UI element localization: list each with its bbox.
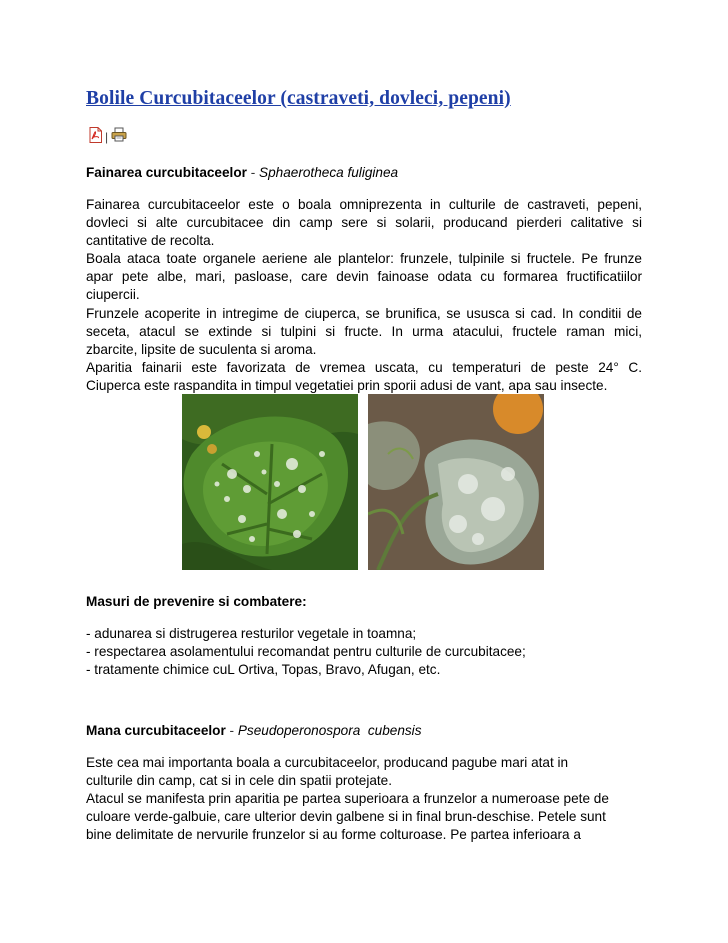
document-actions [89,128,127,146]
infected-leaf-photo [368,394,544,570]
paragraph-line: Boala ataca toate organele aeriene ale plantelor: frunzele, tulpinile si fructele. Pe frunze [86,251,642,267]
measures-heading [86,593,642,611]
disease-name: Mana curcubitaceelor [86,723,226,738]
paragraph-line: seceta, atacul se extinde si tulpini si fructe. In urma atacului, fructele raman mici, [86,323,642,339]
paragraph-line: bine delimitate de nervurile frunzelor si au forme colturoase. Pe partea inferioara a [86,827,581,843]
powdery-mildew-leaf-photo [182,394,358,570]
paragraph-line: Fainarea curcubitaceelor este o boala omniprezenta in culturile de castraveti, pepeni, [86,197,642,212]
paragraph-line: culturile din camp, cat si in cele din spatii protejate. [86,773,393,789]
printer-icon[interactable] [111,127,127,147]
section2-paragraph [86,754,642,844]
dash-separator: - [225,723,238,738]
section-heading-mana [86,722,642,740]
measures-list [86,625,642,679]
paragraph-line: Este cea mai importanta boala a curcubitaceelor, producand pagube mari atat in [86,755,569,770]
measures-title: Masuri de prevenire si combatere: [86,594,307,609]
section1-paragraph [86,196,642,395]
paragraph-line: culoare verde-galbuie, care ulterior devin galbene si in final brun-deschise. Petele sunt [86,809,606,825]
latin-name: Pseudoperonospora cubensis [237,723,422,738]
paragraph-line: Frunzele acoperite in intregime de ciuperca, se brunifica, se ususca si cad. In conditii de [86,305,642,321]
page-title[interactable]: Bolile Curcubitaceelor (castraveti, dovleci, pepeni) [86,88,511,109]
paragraph-line: apar pete albe, mari, pasloase, care devin fainoase odata cu formarea fructificatiilor [86,269,642,285]
disease-name: Fainarea curcubitaceelor [86,165,247,180]
paragraph-line: Ciuperca este raspandita in timpul vegetatiei prin sporii adusi de vant, apa sau insecte. [86,377,608,393]
latin-name: Sphaerotheca fuliginea [259,165,399,180]
list-item: - respectarea asolamentului recomandat pentru culturile de curcubitacee; [86,644,526,660]
paragraph-line: Atacul se manifesta prin aparitia pe partea superioara a frunzelor a numeroase pete de [86,791,609,807]
icon-separator: | [105,130,109,144]
list-item: - tratamente chimice cuL Ortiva, Topas, Bravo, Afugan, etc. [86,662,441,678]
section-heading-fainarea [86,164,642,182]
pdf-icon[interactable] [89,127,102,148]
paragraph-line: Aparitia fainarii este favorizata de vremea uscata, cu temperaturi de peste 24° C. [86,359,642,375]
paragraph-line: cantitative de recolta. [86,233,215,249]
paragraph-line: dovleci si alte curcubitacee din camp sere si solarii, producand pierderi calitative si [86,215,642,231]
paragraph-line: zbarcite, lipsite de suculenta si aroma. [86,341,317,357]
list-item: - adunarea si distrugerea resturilor vegetale in toamna; [86,626,417,641]
dash-separator: - [246,165,260,180]
paragraph-line: ciupercii. [86,287,140,303]
